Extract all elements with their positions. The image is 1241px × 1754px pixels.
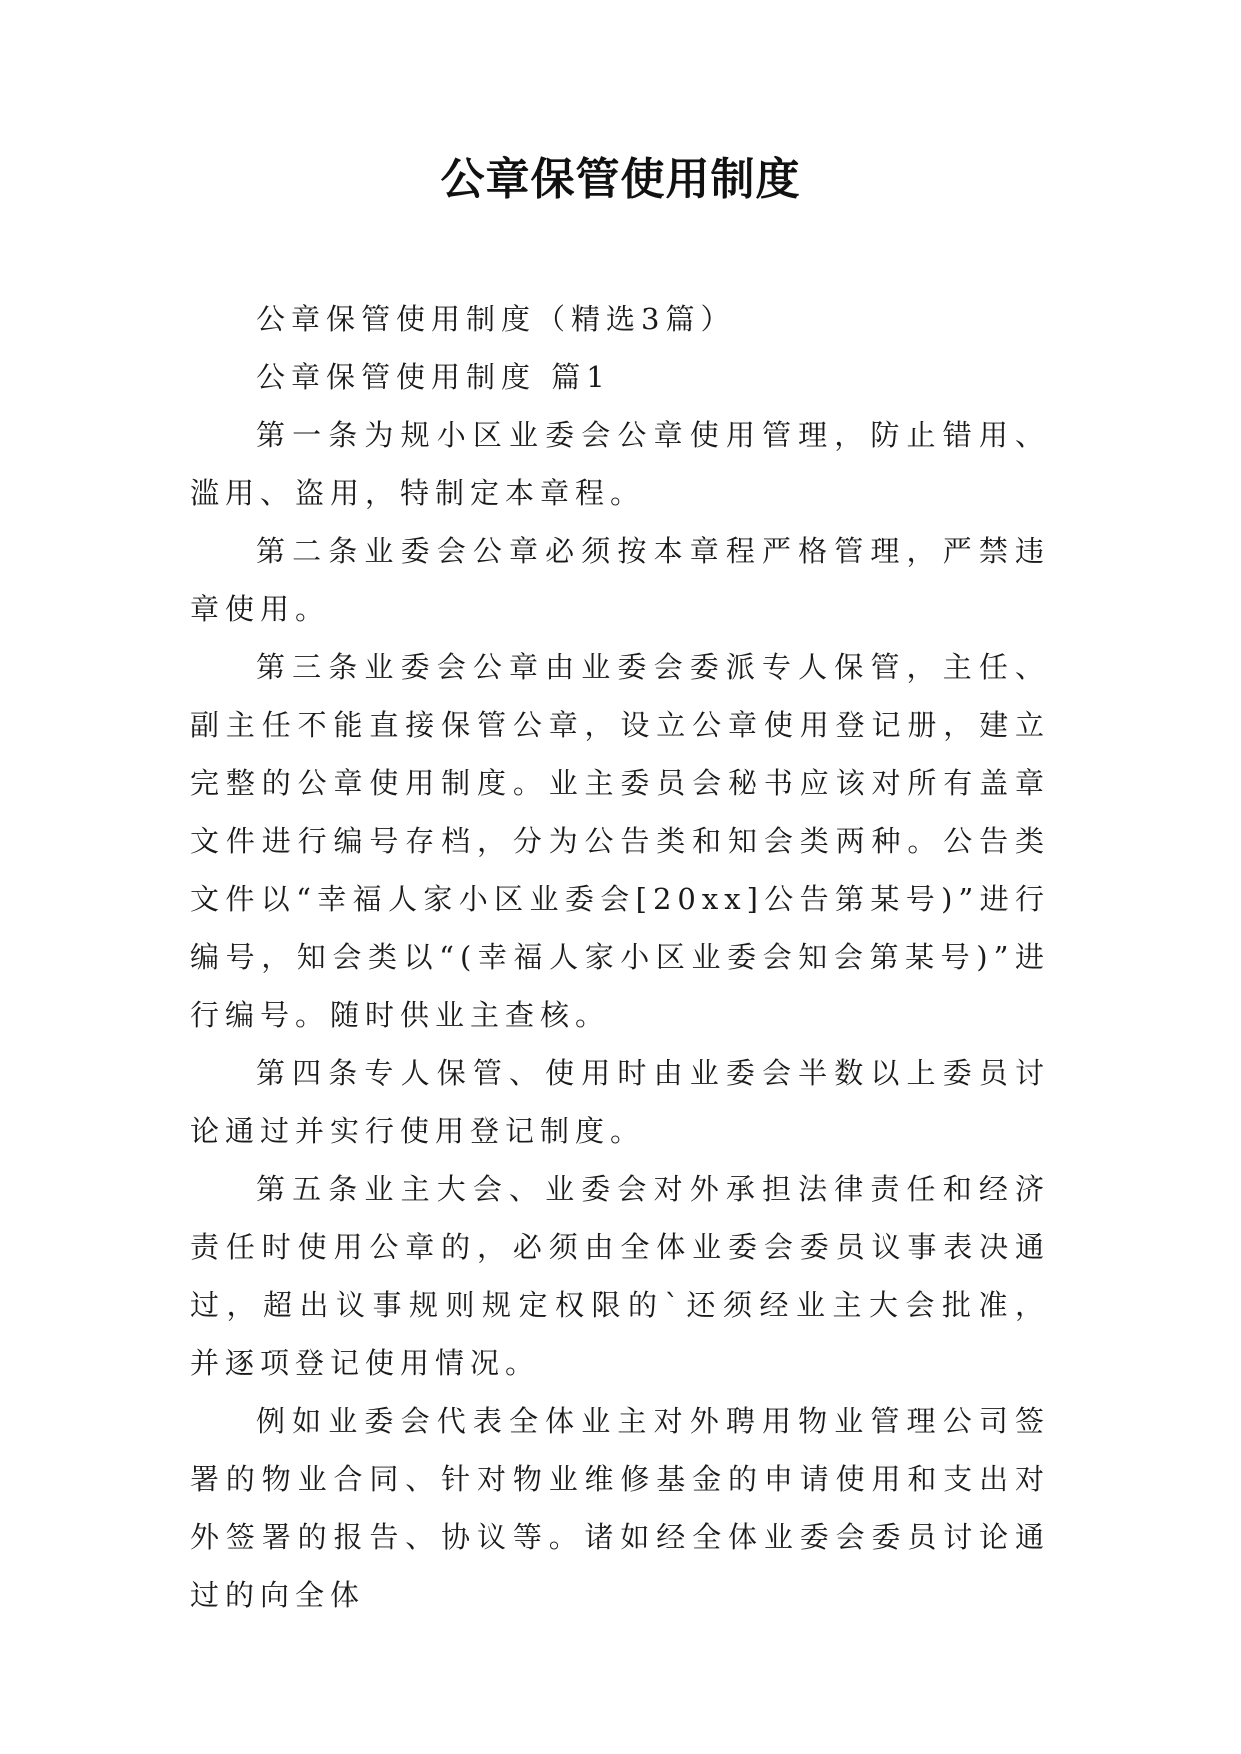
paragraph-example: 例如业委会代表全体业主对外聘用物业管理公司签署的物业合同、针对物业维修基金的申请使用和支出对外签署的报告、协议等。诸如经全体业委会委员讨论通过的向全体 [190,1404,1050,1612]
paragraph-article-4: 第四条专人保管、使用时由业委会半数以上委员讨论通过并实行使用登记制度。 [190,1056,1050,1148]
paragraph-section-heading: 公章保管使用制度 篇1 [256,360,611,394]
paragraph-article-5: 第五条业主大会、业委会对外承担法律责任和经济责任时使用公章的，必须由全体业委会委员议事表决通过，超出议事规则规定权限的`还须经业主大会批准，并逐项登记使用情况。 [190,1172,1050,1380]
paragraph-article-2: 第二条业委会公章必须按本章程严格管理，严禁违章使用。 [190,534,1050,626]
paragraph-subtitle: 公章保管使用制度（精选3篇） [256,302,736,336]
document-body [190,290,1050,1624]
paragraph-article-1: 第一条为规小区业委会公章使用管理，防止错用、滥用、盗用，特制定本章程。 [190,418,1050,510]
document-title: 公章保管使用制度 [440,154,801,205]
paragraph-article-3: 第三条业委会公章由业委会委派专人保管，主任、副主任不能直接保管公章，设立公章使用登记册，建立完整的公章使用制度。业主委员会秘书应该对所有盖章文件进行编号存档，分为公告类和知会类两种。公告类文件以“幸福人家小区业委会[20xx]公告第某号)”进行编号，知会类以“(幸福人家小区业委会知会第某号)”进行编号。随时供业主查核。 [190,650,1050,1032]
